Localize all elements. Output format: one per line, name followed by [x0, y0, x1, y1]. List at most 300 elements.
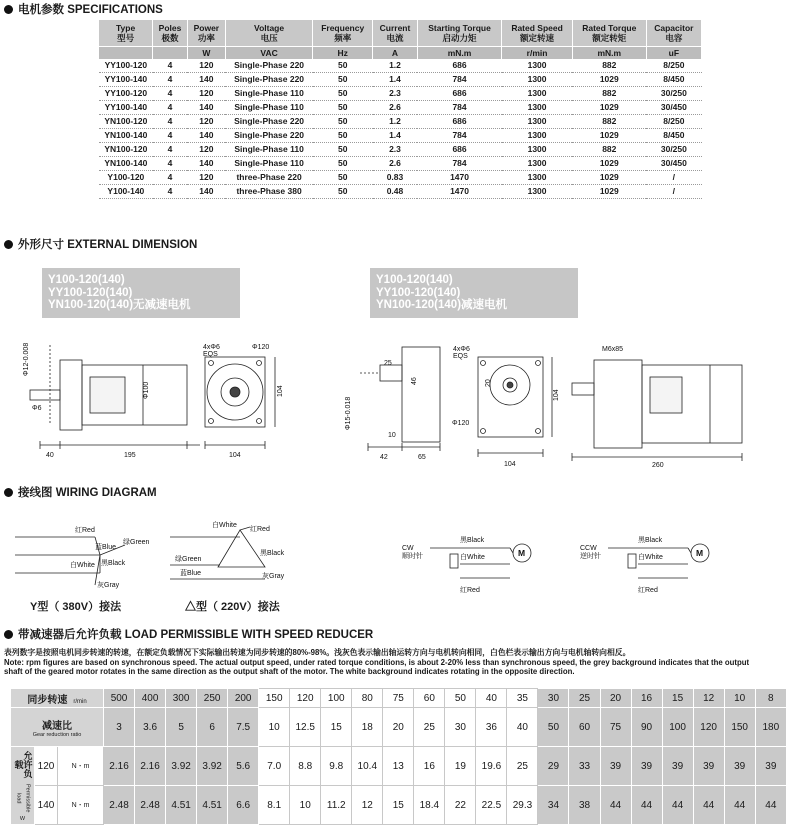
spec-cell: 1300: [502, 73, 573, 87]
svg-text:260: 260: [652, 462, 664, 469]
svg-text:Φ12-0.008: Φ12-0.008: [23, 342, 30, 376]
spec-unit-cell: A: [373, 46, 418, 59]
spec-unit-cell: VAC: [225, 46, 312, 59]
table-row: [99, 115, 702, 129]
table-row: [99, 87, 702, 101]
ratio-cell: 6: [197, 708, 228, 747]
speed-cell: 50: [445, 689, 476, 708]
motor-flange: [60, 360, 82, 430]
svg-text:红Red: 红Red: [75, 527, 95, 534]
load-value-cell: 38: [569, 786, 600, 825]
speed-cell: 40: [476, 689, 507, 708]
svg-text:Φ100: Φ100: [143, 381, 150, 399]
spec-cell: 4: [153, 87, 188, 101]
spec-cell: 50: [313, 59, 373, 73]
svg-text:红Red: 红Red: [638, 587, 658, 594]
svg-text:蓝Blue: 蓝Blue: [180, 570, 202, 577]
speed-cell: 200: [228, 689, 259, 708]
load-label: 允许负载: [13, 750, 33, 778]
spec-cell: 120: [187, 171, 225, 185]
ratio-cell: 100: [662, 708, 693, 747]
spec-cell: Single-Phase 220: [225, 59, 312, 73]
svg-text:20: 20: [485, 379, 492, 387]
spec-cell: 2.6: [373, 101, 418, 115]
load-value-cell: 34: [538, 786, 569, 825]
speed-cell: 8: [755, 689, 786, 708]
dimension-drawing-motor: [20, 335, 290, 465]
spec-cell: 1300: [502, 115, 573, 129]
specifications-table: [99, 20, 702, 199]
svg-text:绿Green: 绿Green: [123, 539, 150, 546]
speed-unit: r/min: [73, 698, 87, 705]
spec-header-cell: Power 功率: [187, 20, 225, 46]
load-value-cell: 4.51: [197, 786, 228, 825]
speed-cell: 20: [600, 689, 631, 708]
wiring-ccw: [578, 528, 728, 598]
svg-text:绿Green: 绿Green: [175, 556, 202, 563]
speed-cell: 400: [135, 689, 166, 708]
spec-unit-cell: r/min: [502, 46, 573, 59]
spec-cell: 50: [313, 143, 373, 157]
spec-cell: three-Phase 380: [225, 185, 312, 199]
svg-text:白White: 白White: [70, 562, 95, 569]
svg-text:M: M: [518, 548, 526, 558]
table-row: [99, 73, 702, 87]
table-row: [99, 59, 702, 73]
ratio-cell: 3.6: [135, 708, 166, 747]
spec-cell: 784: [417, 73, 502, 87]
ratio-cell: 15: [321, 708, 352, 747]
spec-cell: 882: [572, 143, 646, 157]
load-value-cell: 13: [383, 747, 414, 786]
spec-cell: 50: [313, 157, 373, 171]
spec-cell: Single-Phase 110: [225, 157, 312, 171]
load-value-cell: 9.8: [321, 747, 352, 786]
ratio-cell: 150: [724, 708, 755, 747]
svg-text:42: 42: [380, 454, 388, 461]
spec-cell: 30/450: [646, 157, 701, 171]
svg-text:65: 65: [418, 454, 426, 461]
bullet-icon: [4, 5, 13, 14]
spec-cell: YN100-140: [99, 129, 153, 143]
svg-text:Φ120: Φ120: [252, 344, 270, 351]
svg-text:Φ6: Φ6: [32, 405, 42, 412]
spec-cell: 686: [417, 115, 502, 129]
spec-cell: 4: [153, 129, 188, 143]
svg-text:红Red: 红Red: [460, 587, 480, 594]
speed-cell: 10: [724, 689, 755, 708]
spec-cell: 882: [572, 115, 646, 129]
unit-cell: N・m: [58, 747, 104, 786]
speed-cell: 150: [259, 689, 290, 708]
svg-text:EQS: EQS: [203, 351, 218, 358]
svg-text:逆时针: 逆时针: [580, 553, 601, 560]
load-value-cell: 44: [693, 786, 724, 825]
spec-cell: 120: [187, 59, 225, 73]
ratio-cell: 36: [476, 708, 507, 747]
spec-unit-cell: [99, 46, 153, 59]
spec-cell: 140: [187, 185, 225, 199]
load-value-cell: 39: [693, 747, 724, 786]
spec-unit-cell: mN.m: [572, 46, 646, 59]
spec-cell: 50: [313, 101, 373, 115]
svg-text:46: 46: [411, 377, 418, 385]
ratio-cell: 20: [383, 708, 414, 747]
note-en-1: Note: rpm figures are based on synchronous speed. The actual output speed, under rated torque conditions, is about 2-20% less than synchronous speed, the grey background indicates that the output: [4, 657, 750, 667]
load-unit: W: [19, 816, 26, 822]
load-value-cell: 39: [662, 747, 693, 786]
spec-cell: 4: [153, 115, 188, 129]
spec-cell: 882: [572, 87, 646, 101]
svg-text:104: 104: [504, 461, 516, 468]
svg-text:黑Black: 黑Black: [101, 560, 126, 567]
spec-cell: 1470: [417, 171, 502, 185]
load-value-cell: 4.51: [166, 786, 197, 825]
speed-label: 同步转速: [27, 694, 68, 706]
speed-cell: 250: [197, 689, 228, 708]
ratio-cell: 50: [538, 708, 569, 747]
spec-cell: 120: [187, 115, 225, 129]
svg-text:4xΦ6: 4xΦ6: [453, 346, 470, 353]
spec-cell: Single-Phase 110: [225, 101, 312, 115]
gear-shaft: [380, 365, 402, 381]
spec-cell: 1029: [572, 185, 646, 199]
ratio-cell: 60: [569, 708, 600, 747]
load-value-cell: 29.3: [507, 786, 538, 825]
spec-header-cell: Frequency 频率: [313, 20, 373, 46]
spec-cell: 1.4: [373, 129, 418, 143]
load-value-cell: 12: [352, 786, 383, 825]
load-value-cell: 29: [538, 747, 569, 786]
svg-text:Φ15-0.018: Φ15-0.018: [345, 396, 352, 430]
ratio-cell: 12.5: [290, 708, 321, 747]
ratio-cell: 10: [259, 708, 290, 747]
table-row: [11, 689, 787, 708]
spec-cell: 784: [417, 101, 502, 115]
spec-cell: 4: [153, 185, 188, 199]
ratio-label-en: Gear reduction ratio: [32, 731, 82, 738]
speed-cell: 100: [321, 689, 352, 708]
spec-header-cell: Current 电流: [373, 20, 418, 46]
svg-text:M: M: [696, 548, 704, 558]
spec-cell: 120: [187, 143, 225, 157]
svg-text:10: 10: [388, 432, 396, 439]
dimension-drawing-geared-motor: [340, 335, 790, 470]
svg-text:104: 104: [553, 389, 560, 401]
load-table: [10, 688, 787, 825]
spec-cell: 140: [187, 129, 225, 143]
load-value-cell: 7.0: [259, 747, 290, 786]
speed-cell: 25: [569, 689, 600, 708]
model-box-no-reducer: Y100-120(140) YY100-120(140) YN100-120(140)无减速电机: [42, 268, 240, 318]
svg-text:Φ120: Φ120: [452, 420, 470, 427]
spec-header-cell: Rated Torque 额定转矩: [572, 20, 646, 46]
speed-cell: 75: [383, 689, 414, 708]
table-row: [99, 129, 702, 143]
spec-cell: 1300: [502, 129, 573, 143]
spec-cell: YY100-120: [99, 59, 153, 73]
spec-cell: 1300: [502, 87, 573, 101]
spec-cell: 784: [417, 157, 502, 171]
spec-cell: 1300: [502, 171, 573, 185]
spec-cell: 8/450: [646, 129, 701, 143]
spec-cell: 1.4: [373, 73, 418, 87]
load-value-cell: 11.2: [321, 786, 352, 825]
spec-cell: 2.3: [373, 143, 418, 157]
spec-cell: /: [646, 171, 701, 185]
spec-cell: YN100-140: [99, 157, 153, 171]
spec-cell: 1.2: [373, 115, 418, 129]
load-value-cell: 2.16: [135, 747, 166, 786]
load-value-cell: 22: [445, 786, 476, 825]
spec-cell: 8/250: [646, 115, 701, 129]
spec-cell: YY100-120: [99, 87, 153, 101]
load-value-cell: 19: [445, 747, 476, 786]
spec-header-cell: Rated Speed 额定转速: [502, 20, 573, 46]
svg-text:灰Gray: 灰Gray: [97, 582, 120, 589]
spec-cell: 120: [187, 87, 225, 101]
spec-cell: 50: [313, 129, 373, 143]
spec-unit-cell: Hz: [313, 46, 373, 59]
spec-header-cell: Poles 极数: [153, 20, 188, 46]
spec-cell: 1.2: [373, 59, 418, 73]
spec-cell: 140: [187, 73, 225, 87]
svg-text:顺时针: 顺时针: [402, 553, 423, 560]
svg-text:灰Gray: 灰Gray: [262, 573, 285, 580]
wiring-delta-caption: △型（ 220V）接法: [185, 601, 280, 613]
wiring-y-connection: [15, 515, 160, 595]
spec-unit-cell: W: [187, 46, 225, 59]
ratio-cell: 5: [166, 708, 197, 747]
spec-cell: 882: [572, 59, 646, 73]
svg-text:M6x85: M6x85: [602, 346, 624, 353]
svg-text:白White: 白White: [460, 554, 485, 561]
spec-cell: YY100-140: [99, 73, 153, 87]
load-value-cell: 10: [290, 786, 321, 825]
unit-cell: N・m: [58, 786, 104, 825]
svg-text:104: 104: [229, 452, 241, 459]
svg-text:40: 40: [46, 452, 54, 459]
table-row: [11, 747, 787, 786]
spec-cell: 30/250: [646, 87, 701, 101]
spec-cell: 1029: [572, 101, 646, 115]
table-row: [11, 786, 787, 825]
load-value-cell: 6.6: [228, 786, 259, 825]
load-value-cell: 44: [631, 786, 662, 825]
load-value-cell: 44: [724, 786, 755, 825]
svg-text:EQS: EQS: [453, 353, 468, 360]
svg-text:104: 104: [277, 385, 284, 397]
svg-text:黑Black: 黑Black: [260, 550, 285, 557]
table-row: [99, 143, 702, 157]
speed-cell: 500: [104, 689, 135, 708]
spec-header-cell: Starting Torque 启动力矩: [417, 20, 502, 46]
spec-cell: 1470: [417, 185, 502, 199]
bullet-icon: [4, 630, 13, 639]
load-value-cell: 2.48: [135, 786, 166, 825]
spec-cell: 1300: [502, 185, 573, 199]
speed-cell: 30: [538, 689, 569, 708]
spec-cell: 4: [153, 157, 188, 171]
load-value-cell: 39: [755, 747, 786, 786]
spec-cell: 0.48: [373, 185, 418, 199]
spec-cell: 1029: [572, 73, 646, 87]
gearbox-front-view: [478, 357, 543, 437]
speed-header: [11, 689, 104, 708]
note-cn: 表列数字是按照电机同步转速的转速，在额定负载情况下实际输出转速为同步转速的80%-98%。浅灰色表示输出轴运转方向与电机转向相同，白色栏表示输出方向与电机轴转向相反。: [4, 648, 631, 657]
motor-terminal-box: [90, 377, 125, 413]
note-en-2: shaft of the geared motor rotates in the same direction as the output shaft of the motor. The white background indicates rotating in the opposite direction.: [4, 667, 575, 676]
spec-cell: 4: [153, 171, 188, 185]
load-value-cell: 3.92: [197, 747, 228, 786]
speed-cell: 60: [414, 689, 445, 708]
speed-cell: 80: [352, 689, 383, 708]
bullet-icon: [4, 488, 13, 497]
spec-cell: 686: [417, 59, 502, 73]
spec-cell: 686: [417, 143, 502, 157]
spec-cell: 2.3: [373, 87, 418, 101]
load-value-cell: 44: [600, 786, 631, 825]
model-box-with-reducer: Y100-120(140) YY100-120(140) YN100-120(140)减速电机: [370, 268, 578, 318]
spec-cell: 50: [313, 185, 373, 199]
svg-text:CW: CW: [402, 545, 414, 552]
table-row: [99, 101, 702, 115]
load-value-cell: 10.4: [352, 747, 383, 786]
speed-cell: 120: [290, 689, 321, 708]
spec-cell: 8/250: [646, 59, 701, 73]
load-notes: [4, 648, 790, 677]
spec-cell: 50: [313, 87, 373, 101]
speed-cell: 15: [662, 689, 693, 708]
dimension-heading: 外形尺寸 EXTERNAL DIMENSION: [4, 236, 197, 252]
spec-unit-cell: [153, 46, 188, 59]
load-heading: 带减速器后允许负载 LOAD PERMISSIBLE WITH SPEED REDUCER: [4, 626, 373, 642]
load-value-cell: 19.6: [476, 747, 507, 786]
spec-cell: 1300: [502, 157, 573, 171]
load-value-cell: 22.5: [476, 786, 507, 825]
load-value-cell: 18.4: [414, 786, 445, 825]
spec-header-cell: Voltage 电压: [225, 20, 312, 46]
bullet-icon: [4, 240, 13, 249]
spec-cell: 50: [313, 73, 373, 87]
speed-cell: 35: [507, 689, 538, 708]
ratio-cell: 25: [414, 708, 445, 747]
load-label-en: Permissible load: [15, 783, 31, 813]
spec-cell: 4: [153, 143, 188, 157]
table-row: [99, 171, 702, 185]
spec-cell: 1300: [502, 59, 573, 73]
table-row: [11, 708, 787, 747]
svg-text:蓝Blue: 蓝Blue: [95, 544, 117, 551]
ratio-cell: 3: [104, 708, 135, 747]
load-value-cell: 2.48: [104, 786, 135, 825]
spec-cell: 4: [153, 101, 188, 115]
load-value-cell: 39: [631, 747, 662, 786]
power-cell: 120: [35, 747, 58, 786]
load-value-cell: 5.6: [228, 747, 259, 786]
svg-text:白White: 白White: [212, 522, 237, 529]
ratio-header: [11, 708, 104, 747]
spec-cell: 1029: [572, 129, 646, 143]
ratio-cell: 40: [507, 708, 538, 747]
speed-cell: 16: [631, 689, 662, 708]
long-shaft: [572, 383, 594, 395]
ratio-cell: 75: [600, 708, 631, 747]
spec-cell: 30/250: [646, 143, 701, 157]
wiring-delta-connection: [170, 515, 300, 595]
load-value-cell: 44: [662, 786, 693, 825]
spec-cell: 4: [153, 73, 188, 87]
spec-cell: Y100-140: [99, 185, 153, 199]
ratio-cell: 90: [631, 708, 662, 747]
table-row: [99, 185, 702, 199]
load-value-cell: 8.8: [290, 747, 321, 786]
spec-cell: 0.83: [373, 171, 418, 185]
spec-cell: YN100-120: [99, 115, 153, 129]
speed-cell: 300: [166, 689, 197, 708]
load-header: [11, 747, 35, 825]
spec-cell: Single-Phase 110: [225, 143, 312, 157]
spec-unit-cell: mN.m: [417, 46, 502, 59]
svg-text:25: 25: [384, 360, 392, 367]
ratio-cell: 180: [755, 708, 786, 747]
load-value-cell: 44: [755, 786, 786, 825]
spec-cell: 686: [417, 87, 502, 101]
spec-cell: 1300: [502, 101, 573, 115]
load-value-cell: 33: [569, 747, 600, 786]
svg-text:白White: 白White: [638, 554, 663, 561]
gearbox-side: [402, 347, 440, 442]
spec-cell: 50: [313, 115, 373, 129]
load-value-cell: 39: [724, 747, 755, 786]
motor-shaft: [30, 390, 60, 400]
load-value-cell: 15: [383, 786, 414, 825]
spec-cell: Y100-120: [99, 171, 153, 185]
spec-cell: 4: [153, 59, 188, 73]
spec-cell: /: [646, 185, 701, 199]
spec-cell: 784: [417, 129, 502, 143]
load-value-cell: 2.16: [104, 747, 135, 786]
load-value-cell: 3.92: [166, 747, 197, 786]
ratio-cell: 7.5: [228, 708, 259, 747]
ratio-label: 减速比: [42, 720, 72, 732]
ratio-cell: 30: [445, 708, 476, 747]
load-value-cell: 25: [507, 747, 538, 786]
load-value-cell: 39: [600, 747, 631, 786]
spec-cell: 8/450: [646, 73, 701, 87]
spec-cell: three-Phase 220: [225, 171, 312, 185]
spec-unit-cell: uF: [646, 46, 701, 59]
spec-cell: YN100-120: [99, 143, 153, 157]
ratio-cell: 120: [693, 708, 724, 747]
spec-cell: Single-Phase 220: [225, 73, 312, 87]
spec-cell: 50: [313, 171, 373, 185]
svg-text:195: 195: [124, 452, 136, 459]
svg-text:CCW: CCW: [580, 545, 597, 552]
power-cell: 140: [35, 786, 58, 825]
load-value-cell: 8.1: [259, 786, 290, 825]
spec-cell: 2.6: [373, 157, 418, 171]
spec-cell: Single-Phase 220: [225, 129, 312, 143]
speed-cell: 12: [693, 689, 724, 708]
ratio-cell: 18: [352, 708, 383, 747]
svg-text:4xΦ6: 4xΦ6: [203, 344, 220, 351]
svg-text:黑Black: 黑Black: [460, 537, 485, 544]
spec-cell: Single-Phase 220: [225, 115, 312, 129]
spec-header-cell: Type 型号: [99, 20, 153, 46]
spec-cell: 140: [187, 157, 225, 171]
svg-text:黑Black: 黑Black: [638, 537, 663, 544]
